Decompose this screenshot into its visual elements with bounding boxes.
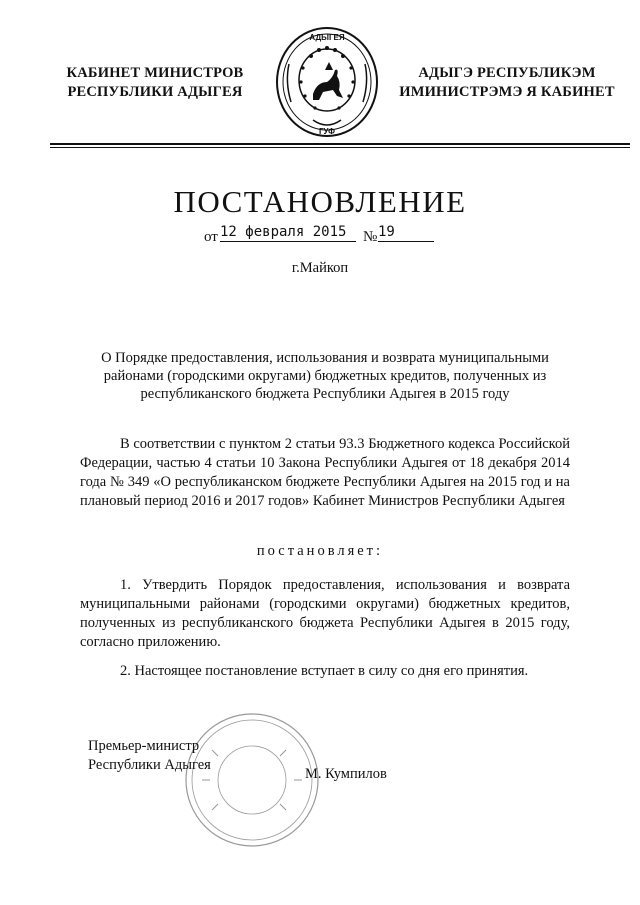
header-right-line1: АДЫГЭ РЕСПУБЛИКЭМ (418, 65, 596, 81)
item-2-paragraph: 2. Настоящее постановление вступает в силу со дня его принятия. (120, 663, 529, 679)
header-divider-thick (50, 143, 630, 145)
item-1-paragraph: 1. Утвердить Порядок предоставления, использования и возврата муниципальными районами (городскими округами) бюджетных кредитов, полученных из республиканского бюджета Республики Адыгея в 2015 году, согласно приложению. (80, 577, 570, 650)
signatory-position-line1: Премьер-министр (88, 738, 200, 754)
document-title: ПОСТАНОВЛЕНИЕ (173, 184, 467, 219)
document-date: 12 февраля 2015 (220, 224, 356, 242)
resolves-heading: постановляет: (256, 543, 384, 559)
number-prefix: № (363, 229, 378, 245)
coat-of-arms-icon (273, 24, 381, 144)
emblem-bottom-text: ГУФ (318, 127, 336, 136)
signatory-position-line2: Республики Адыгея (88, 757, 211, 773)
header-right-line2: ИМИНИСТРЭМЭ Я КАБИНЕТ (399, 84, 615, 100)
header-left-line1: КАБИНЕТ МИНИСТРОВ (66, 65, 244, 81)
preamble-paragraph: В соответствии с пунктом 2 статьи 93.3 Бюджетного кодекса Российской Федерации, частью 4 статьи 10 Закона Республики Адыгея от 18 декабря 2014 года № 349 «О республиканском бюджете Республики Адыгея на 2015 год и на плановый период 2016 и 2017 годов» Кабинет Министров Республики Адыгея (80, 436, 570, 509)
header-left-org (40, 64, 270, 102)
header-left-line2: РЕСПУБЛИКИ АДЫГЕЯ (67, 84, 243, 100)
emblem-top-text: АДЫГЕЯ (309, 33, 345, 42)
city: г.Майкоп (291, 260, 349, 276)
document-number: 19 (378, 224, 434, 242)
header-right-org (382, 64, 632, 102)
document-subject: О Порядке предоставления, использования и возврата муниципальными районами (городскими округами) бюджетных кредитов, полученных из республиканского бюджета Республики Адыгея в 2015 году (101, 350, 549, 402)
header-divider-thin (50, 147, 630, 148)
signatory-position (88, 737, 211, 775)
signatory-name: М. Кумпилов (305, 766, 387, 782)
official-stamp-icon (182, 710, 322, 850)
date-prefix: от (204, 229, 218, 245)
